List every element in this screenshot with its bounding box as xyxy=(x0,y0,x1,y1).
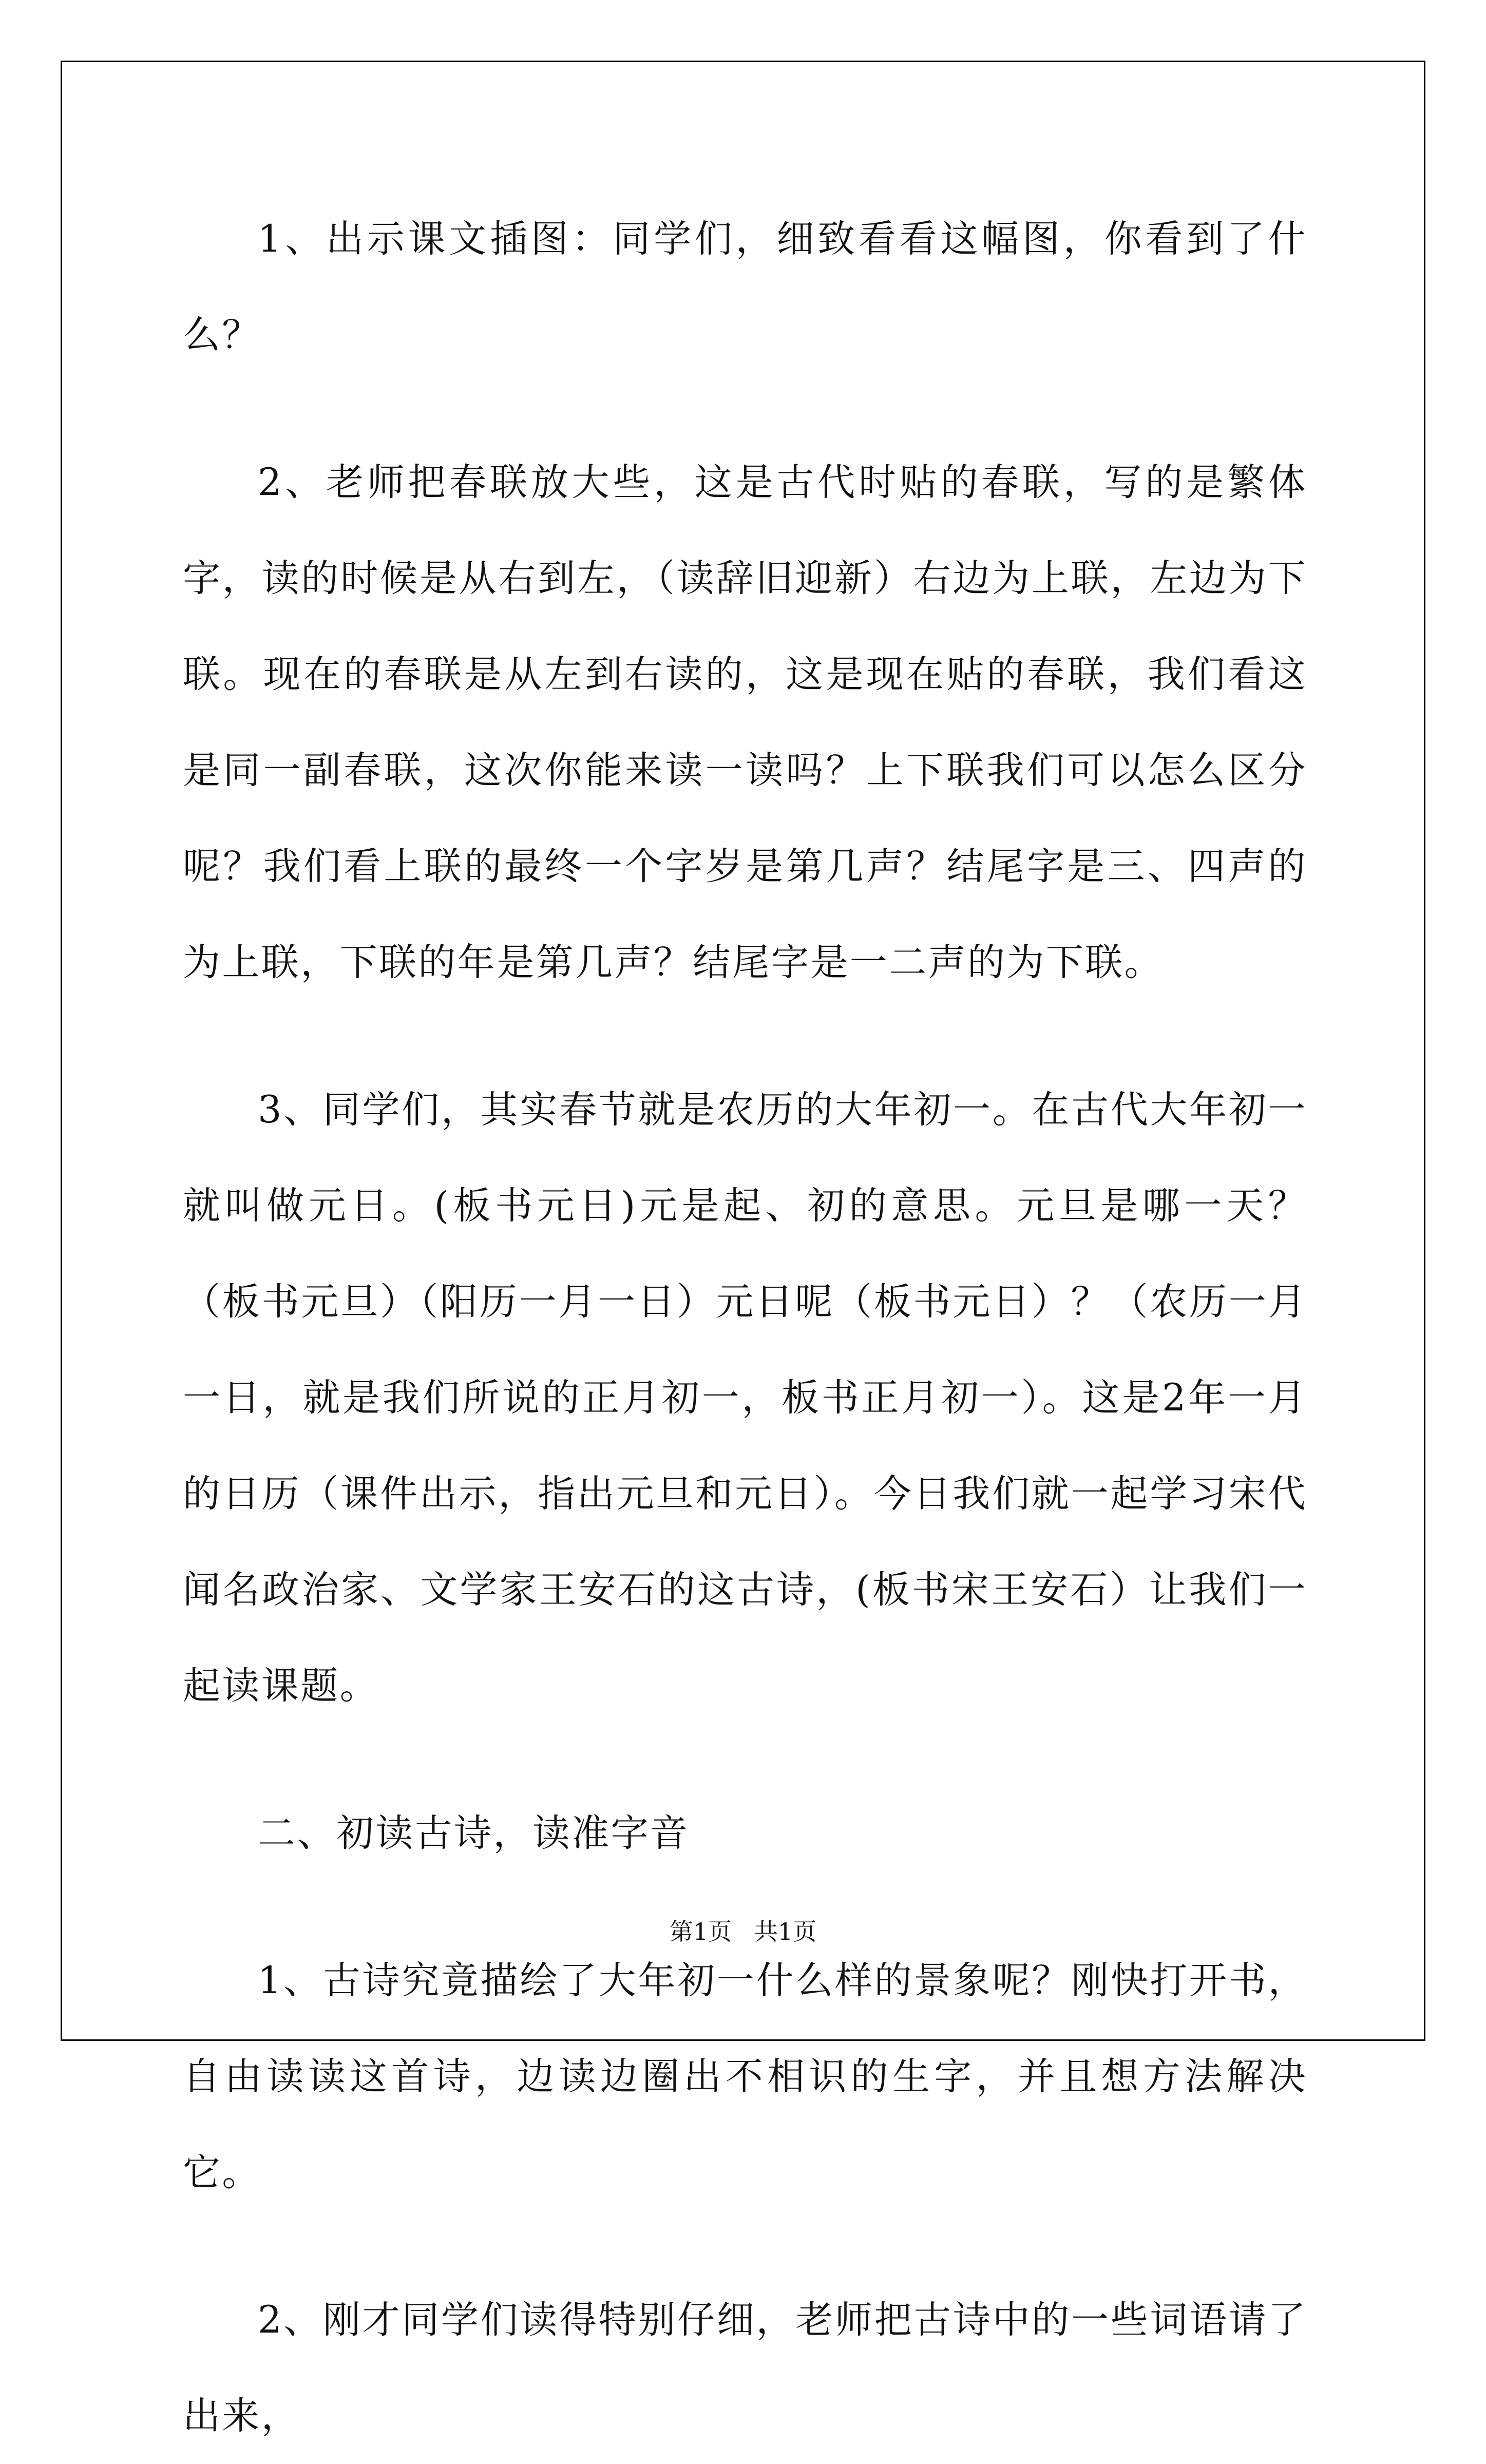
paragraph: 2、老师把春联放大些，这是古代时贴的春联，写的是繁体字，读的时候是从右到左，（读辞旧迎新）右边为上联，左边为下联。现在的春联是从左到右读的，这是现在贴的春联，我们看这是同一副春联，这次你能来读一读吗？上下联我们可以怎么区分呢？我们看上联的最终一个字岁是第几声？结尾字是三、四声的为上联，下联的年是第几声？结尾字是一二声的为下联。 xyxy=(183,461,1307,984)
paragraph: 1、古诗究竟描绘了大年初一什么样的景象呢？刚快打开书，自由读读这首诗，边读边圈出不相识的生字，并且想方法解决它。 xyxy=(183,1959,1307,2194)
paragraph: 1、出示课文插图：同学们，细致看看这幅图，你看到了什么？ xyxy=(183,217,1307,357)
paragraph: 3、同学们，其实春节就是农历的大年初一。在古代大年初一就叫做元日。(板书元日)元是起、初的意思。元旦是哪一天？（板书元旦）（阳历一月一日）元日呢（板书元日）？（农历一月一日，就是我们所说的正月初一，板书正月初一）。这是2年一月的日历（课件出示，指出元旦和元日）。今日我们就一起学习宋代闻名政治家、文学家王安石的这古诗，(板书宋王安石）让我们一起读课题。 xyxy=(183,1088,1307,1708)
section-heading: 二、初读古诗，读准字音 xyxy=(258,1811,690,1855)
page-footer: 第1页 共1页 xyxy=(669,1918,817,1945)
document-body xyxy=(183,191,1307,2464)
paragraph: 2、刚才同学们读得特别仔细，老师把古诗中的一些词语请了出来， xyxy=(183,2298,1307,2438)
